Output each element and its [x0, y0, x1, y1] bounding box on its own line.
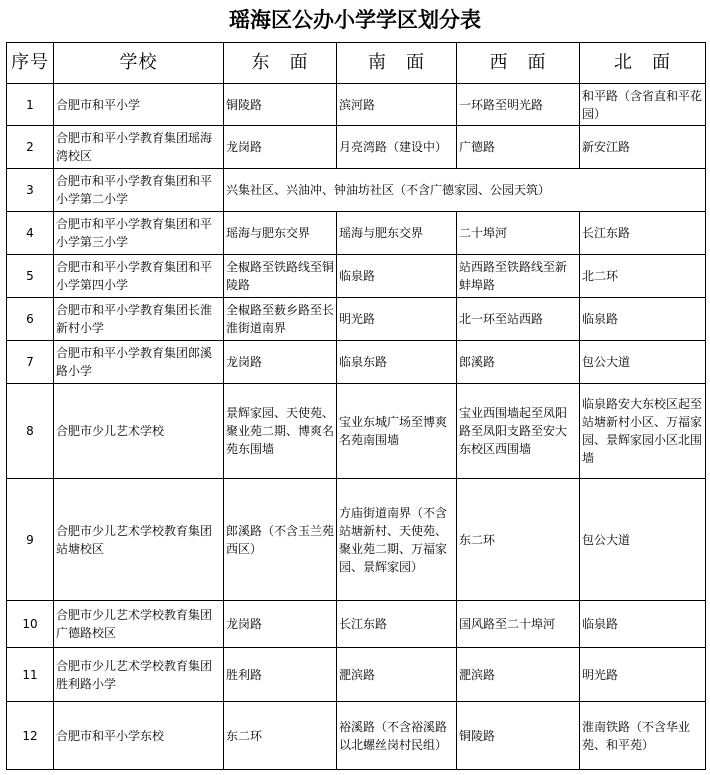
south-boundary: 月亮湾路（建设中）: [337, 126, 457, 169]
east-boundary: 全椒路至铁路线至铜陵路: [224, 255, 337, 298]
row-number: 7: [7, 341, 54, 384]
west-boundary: 铜陵路: [457, 702, 580, 770]
north-boundary: 新安江路: [580, 126, 706, 169]
row-number: 9: [7, 479, 54, 601]
school-name: 合肥市少儿艺术学校教育集团站塘校区: [54, 479, 224, 601]
header-row: [7, 43, 706, 84]
north-boundary: 明光路: [580, 648, 706, 702]
row-number: 8: [7, 384, 54, 479]
table-row: [7, 298, 706, 341]
page-title: 瑶海区公办小学学区划分表: [229, 7, 481, 32]
school-name: 合肥市少儿艺术学校: [54, 384, 224, 479]
south-boundary: 滨河路: [337, 84, 457, 126]
west-boundary: 站西路至铁路线至新蚌埠路: [457, 255, 580, 298]
north-boundary: 北二环: [580, 255, 706, 298]
west-boundary: 一环路至明光路: [457, 84, 580, 126]
south-boundary: 长江东路: [337, 601, 457, 648]
row-number: 5: [7, 255, 54, 298]
table-row: [7, 384, 706, 479]
school-name: 合肥市和平小学教育集团瑶海湾校区: [54, 126, 224, 169]
north-boundary: 和平路（含省直和平花园）: [580, 84, 706, 126]
merged-boundary: 兴集社区、兴油冲、钟油坊社区（不含广德家园、公园天筑）: [224, 169, 706, 212]
header-north: 北 面: [580, 43, 706, 84]
west-boundary: 国风路至二十埠河: [457, 601, 580, 648]
north-boundary: 临泉路安大东校区起至站塘新村小区、万福家园、景辉家园小区北围墙: [580, 384, 706, 479]
header-west: 西 面: [457, 43, 580, 84]
south-boundary: 宝业东城广场至博爽名苑南围墙: [337, 384, 457, 479]
east-boundary: 龙岗路: [224, 126, 337, 169]
north-boundary: 淮南铁路（不含华业苑、和平苑）: [580, 702, 706, 770]
school-name: 合肥市和平小学教育集团郎溪路小学: [54, 341, 224, 384]
header-east: 东 面: [224, 43, 337, 84]
north-boundary: 包公大道: [580, 479, 706, 601]
table-body: [7, 84, 706, 770]
east-boundary: 胜利路: [224, 648, 337, 702]
north-boundary: 包公大道: [580, 341, 706, 384]
east-boundary: 铜陵路: [224, 84, 337, 126]
row-number: 4: [7, 212, 54, 255]
school-district-table: [6, 42, 706, 770]
school-name: 合肥市和平小学东校: [54, 702, 224, 770]
table-row: [7, 212, 706, 255]
east-boundary: 瑶海与肥东交界: [224, 212, 337, 255]
west-boundary: 宝业西围墙起至凤阳路至凤阳支路至安大东校区西围墙: [457, 384, 580, 479]
east-boundary: 全椒路至薮乡路至长淮街道南界: [224, 298, 337, 341]
row-number: 3: [7, 169, 54, 212]
header-school: 学校: [54, 43, 224, 84]
table-row: [7, 479, 706, 601]
west-boundary: 郎溪路: [457, 341, 580, 384]
south-boundary: 临泉东路: [337, 341, 457, 384]
north-boundary: 临泉路: [580, 601, 706, 648]
school-name: 合肥市和平小学教育集团和平小学第四小学: [54, 255, 224, 298]
school-name: 合肥市和平小学教育集团长淮新村小学: [54, 298, 224, 341]
row-number: 6: [7, 298, 54, 341]
table-row: [7, 84, 706, 126]
south-boundary: 临泉路: [337, 255, 457, 298]
table-row: [7, 255, 706, 298]
east-boundary: 郎溪路（不含玉兰苑西区）: [224, 479, 337, 601]
east-boundary: 龙岗路: [224, 341, 337, 384]
west-boundary: 淝滨路: [457, 648, 580, 702]
south-boundary: 方庙街道南界（不含站塘新村、天使苑、聚业苑二期、万福家园、景辉家园）: [337, 479, 457, 601]
school-name: 合肥市少儿艺术学校教育集团广德路校区: [54, 601, 224, 648]
school-name: 合肥市和平小学教育集团和平小学第三小学: [54, 212, 224, 255]
south-boundary: 淝滨路: [337, 648, 457, 702]
east-boundary: 景辉家园、天使苑、聚业苑二期、博爽名苑东围墙: [224, 384, 337, 479]
table-row: [7, 169, 706, 212]
table-row: [7, 126, 706, 169]
school-name: 合肥市和平小学教育集团和平小学第二小学: [54, 169, 224, 212]
north-boundary: 临泉路: [580, 298, 706, 341]
row-number: 12: [7, 702, 54, 770]
table-row: [7, 341, 706, 384]
header-south: 南 面: [337, 43, 457, 84]
table-row: [7, 601, 706, 648]
south-boundary: 裕溪路（不含裕溪路以北螺丝岗村民组）: [337, 702, 457, 770]
west-boundary: 广德路: [457, 126, 580, 169]
row-number: 1: [7, 84, 54, 126]
south-boundary: 瑶海与肥东交界: [337, 212, 457, 255]
east-boundary: 东二环: [224, 702, 337, 770]
school-name: 合肥市少儿艺术学校教育集团胜利路小学: [54, 648, 224, 702]
east-boundary: 龙岗路: [224, 601, 337, 648]
north-boundary: 长江东路: [580, 212, 706, 255]
row-number: 2: [7, 126, 54, 169]
table-row: [7, 702, 706, 770]
header-number: 序号: [7, 43, 54, 84]
row-number: 11: [7, 648, 54, 702]
school-name: 合肥市和平小学: [54, 84, 224, 126]
table-row: [7, 648, 706, 702]
west-boundary: 东二环: [457, 479, 580, 601]
west-boundary: 二十埠河: [457, 212, 580, 255]
west-boundary: 北一环至站西路: [457, 298, 580, 341]
south-boundary: 明光路: [337, 298, 457, 341]
row-number: 10: [7, 601, 54, 648]
